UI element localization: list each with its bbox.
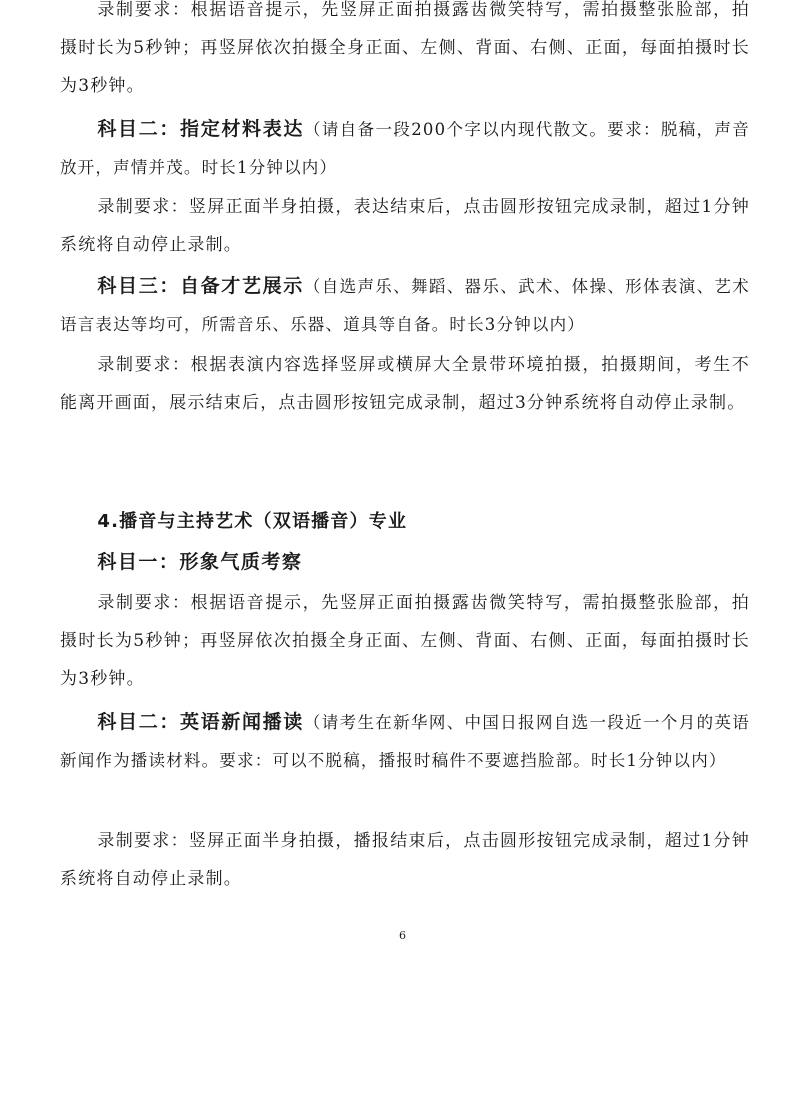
major-title: 4.播音与主持艺术（双语播音）专业 [97,511,408,532]
major4-subject2-requirement [60,822,750,898]
paragraph-text: 录制要求：根据语音提示，先竖屏正面拍摄露齿微笑特写，需拍摄整张脸部，拍摄时长为5秒钟；再竖屏依次拍摄全身正面、左侧、背面、右侧、正面，每面拍摄时长为3秒钟。 [60,593,750,689]
subject2-title: 科目二：指定材料表达 [97,118,305,140]
paragraph-text: 录制要求：根据语音提示，先竖屏正面拍摄露齿微笑特写，需拍摄整张脸部，拍摄时长为5秒钟；再竖屏依次拍摄全身正面、左侧、背面、右侧、正面，每面拍摄时长为3秒钟。 [60,0,750,96]
recording-requirement-paragraph [60,0,750,105]
page-number: 6 [399,929,406,942]
subject2-description: （请自备一段200个字以内现代散文。要求：脱稿，声音放开，声情并茂。时长1分钟以内） [60,120,750,177]
subject3-requirement [60,346,750,422]
subject2-block [60,110,750,187]
subject2-english-title: 科目二：英语新闻播读 [97,711,304,733]
paragraph-text: 录制要求：根据表演内容选择竖屏或横屏大全景带环境拍摄，拍摄期间，考生不能离开画面，展示结束后，点击圆形按钮完成录制，超过3分钟系统将自动停止录制。 [60,355,750,413]
paragraph-text: 录制要求：竖屏正面半身拍摄，表达结束后，点击圆形按钮完成录制，超过1分钟系统将自动停止录制。 [60,197,750,255]
subject2-english-description: （请考生在新华网、中国日报网自选一段近一个月的英语新闻作为播读材料。要求：可以不脱稿，播报时稿件不要遮挡脸部。时长1分钟以内） [60,713,750,770]
subject3-block [60,267,750,344]
paragraph-text: 录制要求：竖屏正面半身拍摄，播报结束后，点击圆形按钮完成录制，超过1分钟系统将自动停止录制。 [60,831,750,889]
major4-subject1-requirement [60,584,750,698]
major4-subject1-heading [60,543,750,582]
major-heading [60,503,750,541]
subject1-title: 科目一：形象气质考察 [97,551,303,573]
subject2-requirement [60,188,750,264]
subject3-description: （自选声乐、舞蹈、器乐、武术、体操、形体表演、艺术语言表达等均可，所需音乐、乐器、道具等自备。时长3分钟以内） [60,277,750,334]
subject3-title: 科目三：自备才艺展示 [97,275,304,297]
major4-subject2-block [60,703,750,780]
